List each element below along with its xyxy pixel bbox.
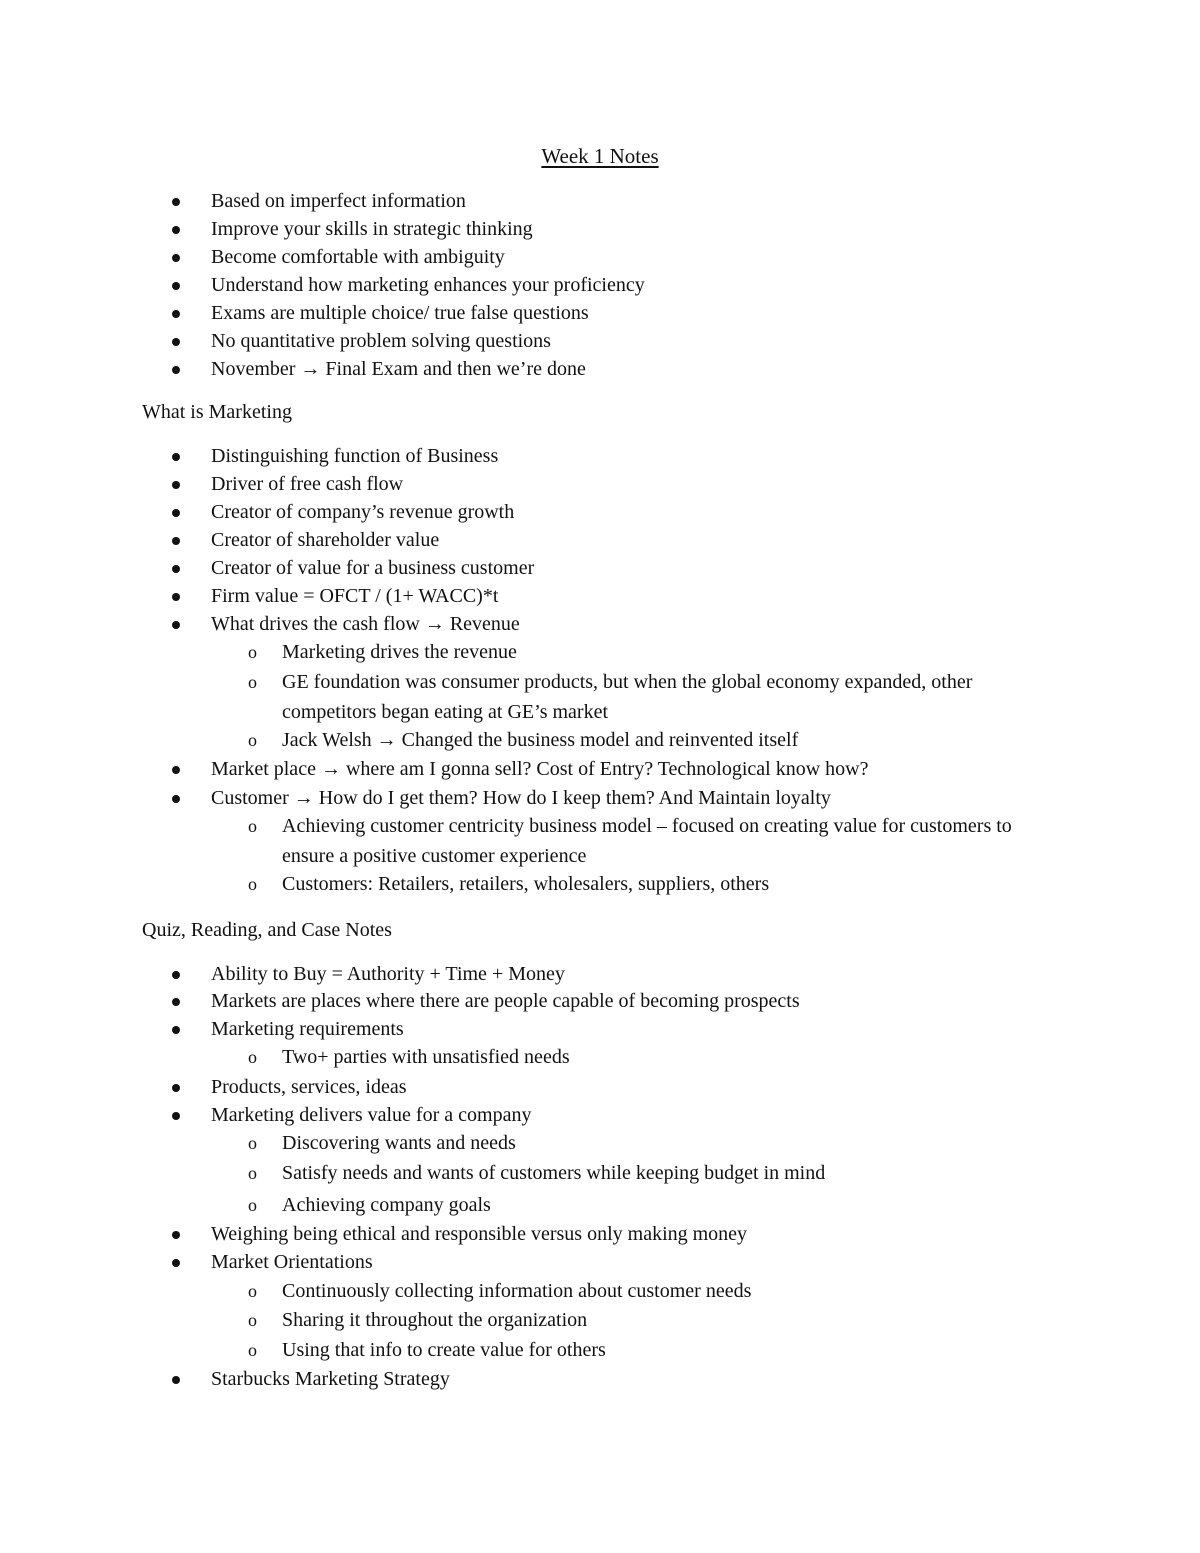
bullet-icon [172, 1376, 180, 1384]
circle-bullet-icon: o [248, 1340, 257, 1360]
list-item-text: Products, services, ideas [211, 1076, 407, 1098]
page-title: Week 1 Notes [541, 144, 659, 168]
circle-bullet-icon: o [248, 874, 257, 894]
list-item-text: Improve your skills in strategic thinking [211, 218, 533, 240]
bullet-icon [172, 453, 180, 461]
bullet-icon [172, 766, 180, 774]
bullet-icon [172, 1231, 180, 1239]
circle-bullet-icon: o [248, 816, 257, 836]
bullet-icon [172, 1259, 180, 1267]
list-item-text: Creator of value for a business customer [211, 557, 535, 579]
bullet-icon [172, 198, 180, 206]
list-item-text: Exams are multiple choice/ true false questions [211, 302, 589, 324]
sub-list-item-text: Achieving customer centricity business model – focused on creating value for customers to ensure a positive customer experience [282, 815, 1012, 867]
list-item-text: Creator of shareholder value [211, 529, 440, 551]
bullet-icon [172, 254, 180, 262]
list-item-text: Marketing requirements [211, 1018, 404, 1040]
bullet-icon [172, 537, 180, 545]
sub-list-item-text: Two+ parties with unsatisfied needs [282, 1046, 570, 1068]
sub-list-item-text: Satisfy needs and wants of customers while keeping budget in mind [282, 1162, 826, 1184]
list-item-text: Driver of free cash flow [211, 473, 404, 495]
bullet-icon [172, 593, 180, 601]
list-item-text: Markets are places where there are people capable of becoming prospects [211, 990, 800, 1012]
section-heading-marketing: What is Marketing [142, 401, 292, 423]
sub-list-item-text: Continuously collecting information about customer needs [282, 1280, 752, 1302]
sub-list-item-text: Marketing drives the revenue [282, 641, 517, 663]
bullet-icon [172, 1026, 180, 1034]
list-item-text: November → Final Exam and then we’re done [211, 358, 586, 380]
circle-bullet-icon: o [248, 1310, 257, 1330]
circle-bullet-icon: o [248, 672, 257, 692]
bullet-icon [172, 282, 180, 290]
bullet-icon [172, 565, 180, 573]
bullet-icon [172, 621, 180, 629]
sub-list-item-text: GE foundation was consumer products, but when the global economy expanded, other competitors began eating at GE’s market [282, 671, 973, 723]
bullet-icon [172, 366, 180, 374]
circle-bullet-icon: o [248, 1281, 257, 1301]
list-item-text: Starbucks Marketing Strategy [211, 1368, 450, 1390]
list-item-text: Market Orientations [211, 1251, 373, 1273]
list-item-text: Firm value = OFCT / (1+ WACC)*t [211, 585, 499, 607]
sub-list-item-text: Achieving company goals [282, 1194, 491, 1216]
circle-bullet-icon: o [248, 730, 257, 750]
bullet-icon [172, 310, 180, 318]
section-heading-quiz: Quiz, Reading, and Case Notes [142, 919, 392, 941]
list-item-text: Become comfortable with ambiguity [211, 246, 505, 268]
bullet-icon [172, 481, 180, 489]
circle-bullet-icon: o [248, 1163, 257, 1183]
circle-bullet-icon: o [248, 1195, 257, 1215]
list-item-text: Based on imperfect information [211, 190, 466, 212]
sub-list-item-text: Jack Welsh → Changed the business model and reinvented itself [282, 729, 799, 751]
list-item-text: Distinguishing function of Business [211, 445, 499, 467]
list-item-text: Weighing being ethical and responsible versus only making money [211, 1223, 748, 1245]
sub-list-item-text: Sharing it throughout the organization [282, 1309, 588, 1331]
list-item-text: Market place → where am I gonna sell? Cost of Entry? Technological know how? [211, 758, 869, 780]
bullet-icon [172, 509, 180, 517]
circle-bullet-icon: o [248, 642, 257, 662]
list-item-text: No quantitative problem solving questions [211, 330, 551, 352]
bullet-icon [172, 971, 180, 979]
sub-list-item-text: Discovering wants and needs [282, 1132, 516, 1154]
bullet-icon [172, 998, 180, 1006]
sub-list-item-text: Using that info to create value for others [282, 1339, 606, 1361]
list-item-text: Customer → How do I get them? How do I keep them? And Maintain loyalty [211, 787, 831, 809]
list-item-text: Creator of company’s revenue growth [211, 501, 515, 523]
circle-bullet-icon: o [248, 1047, 257, 1067]
bullet-icon [172, 338, 180, 346]
bullet-icon [172, 795, 180, 803]
bullet-icon [172, 226, 180, 234]
list-item-text: Marketing delivers value for a company [211, 1104, 532, 1126]
bullet-icon [172, 1112, 180, 1120]
circle-bullet-icon: o [248, 1133, 257, 1153]
list-item-text: Ability to Buy = Authority + Time + Money [211, 963, 565, 985]
list-item-text: What drives the cash flow → Revenue [211, 613, 520, 635]
sub-list-item-text: Customers: Retailers, retailers, wholesalers, suppliers, others [282, 873, 770, 895]
bullet-icon [172, 1084, 180, 1092]
list-item-text: Understand how marketing enhances your proficiency [211, 274, 645, 296]
